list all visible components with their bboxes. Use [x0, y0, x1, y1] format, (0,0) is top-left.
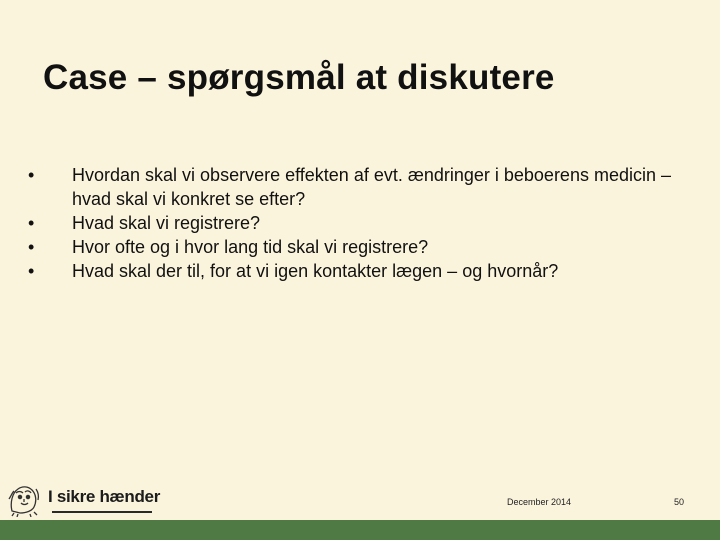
footer-logo: [6, 481, 160, 517]
slide-title: Case – spørgsmål at diskutere: [43, 58, 555, 97]
bullet-item: [28, 211, 688, 235]
bullet-marker: •: [28, 237, 35, 257]
bullet-list: [28, 163, 688, 283]
footer-bar: [0, 520, 720, 540]
bullet-text: Hvor ofte og i hvor lang tid skal vi registrere?: [72, 237, 429, 257]
lion-emblem-icon: [6, 481, 42, 517]
bullet-text: Hvad skal vi registrere?: [72, 213, 261, 233]
page-number: 50: [674, 497, 685, 507]
footer-date: December 2014: [507, 497, 572, 507]
bullet-item: [28, 259, 688, 283]
logo-text: I sikre hænder: [48, 487, 161, 506]
bullet-marker: •: [28, 213, 35, 233]
bullet-item: [28, 163, 688, 211]
bullet-text: Hvordan skal vi observere effekten af evt. ændringer i beboerens medicin – hvad skal vi konkret se efter?: [72, 165, 671, 209]
bullet-marker: •: [28, 261, 35, 281]
bullet-item: [28, 235, 688, 259]
logo-underline: [52, 511, 152, 513]
bullet-marker: •: [28, 165, 35, 185]
bullet-text: Hvad skal der til, for at vi igen kontakter lægen – og hvornår?: [72, 261, 559, 281]
